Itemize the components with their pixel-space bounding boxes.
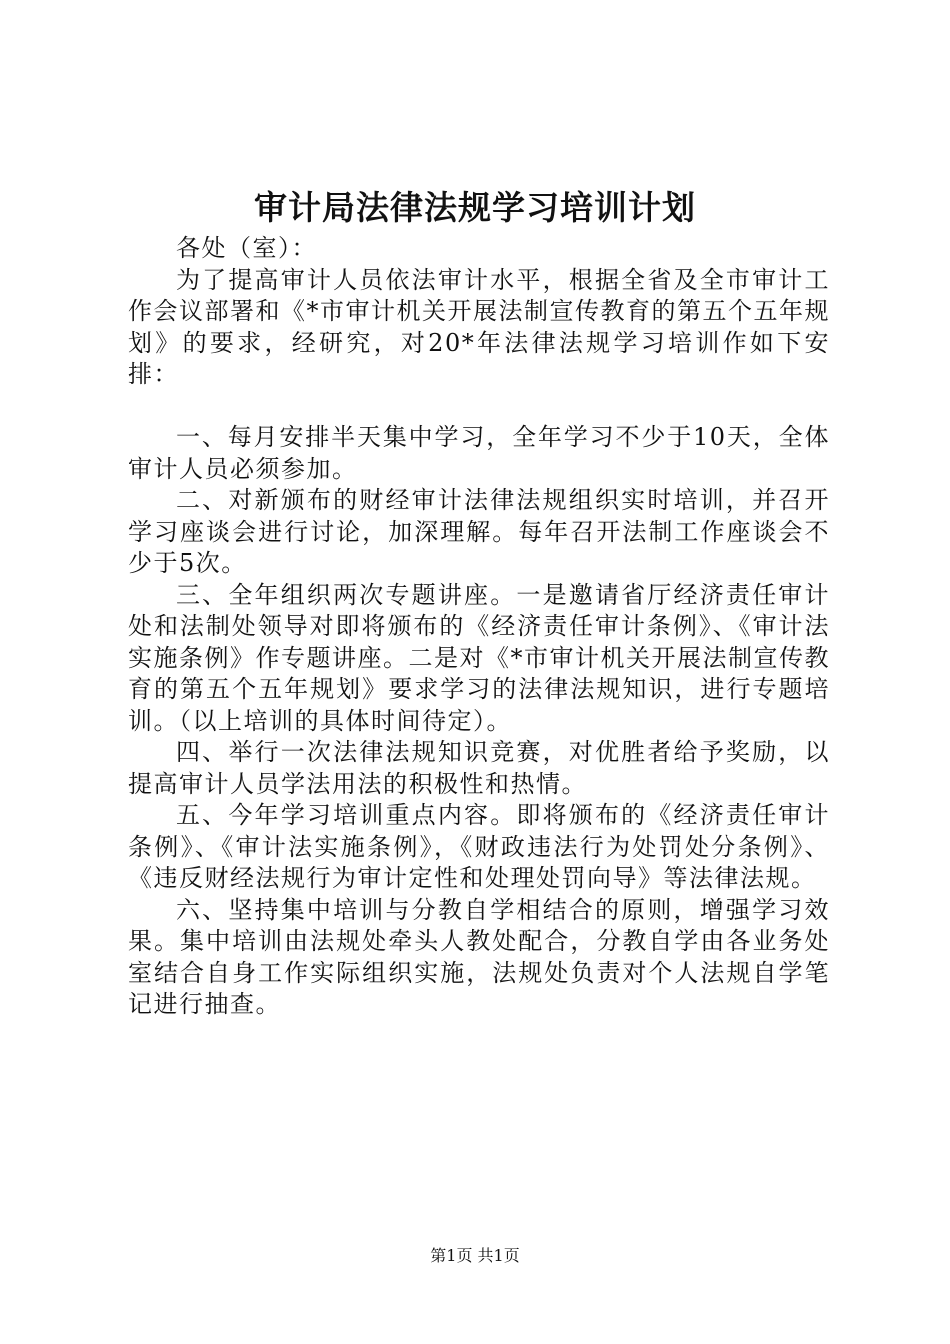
page-number-label: 第1页 共1页 (430, 1246, 520, 1265)
plan-item-3: 三、全年组织两次专题讲座。一是邀请省厅经济责任审计处和法制处领导对即将颁布的《经济责任审计条例》、《审计法实施条例》作专题讲座。二是对《*市审计机关开展法制宣传教育的第五个五年规划》要求学习的法律法规知识，进行专题培训。（以上培训的具体时间待定）。 (128, 580, 830, 735)
plan-item-6: 六、坚持集中培训与分教自学相结合的原则，增强学习效果。集中培训由法规处牵头人教处配合，分教自学由各业务处室结合自身工作实际组织实施，法规处负责对个人法规自学笔记进行抽查。 (128, 895, 830, 1018)
salutation: 各处（室）： (176, 234, 317, 262)
plan-item-5: 五、今年学习培训重点内容。即将颁布的《经济责任审计条例》、《审计法实施条例》，《财政违法行为处罚处分条例》、《违反财经法规行为审计定性和处理处罚向导》等法律法规。 (128, 801, 830, 892)
plan-item-2: 二、对新颁布的财经审计法律法规组织实时培训，并召开学习座谈会进行讨论，加深理解。每年召开法制工作座谈会不少于5次。 (128, 486, 830, 577)
plan-item-4: 四、举行一次法律法规知识竞赛，对优胜者给予奖励，以提高审计人员学法用法的积极性和热情。 (128, 738, 830, 798)
plan-item-1: 一、每月安排半天集中学习，全年学习不少于10天，全体审计人员必须参加。 (128, 423, 830, 483)
page-footer (0, 1245, 950, 1267)
document-title: 审计局法律法规学习培训计划 (254, 188, 696, 227)
intro-paragraph: 为了提高审计人员依法审计水平，根据全省及全市审计工作会议部署和《*市审计机关开展法制宣传教育的第五个五年规划》的要求，经研究，对20*年法律法规学习培训作如下安排： (128, 265, 830, 388)
document-body (128, 233, 830, 1021)
